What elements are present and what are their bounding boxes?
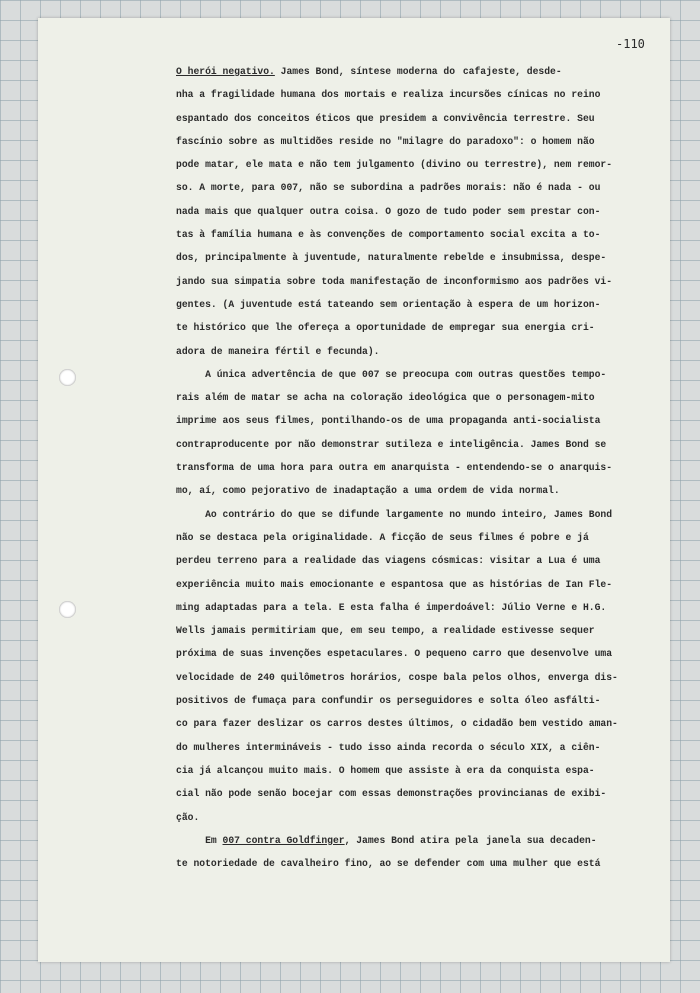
text-line: cial não pode senão bocejar com essas demonstrações provincianas de exibi- [176,788,607,800]
paragraph-3 [176,503,646,829]
text-line: experiência muito mais emocionante e espantosa que as histórias de Ian Fle- [176,578,613,590]
paragraph-4 [176,829,646,876]
text-line: perdeu terreno para a realidade das viagens cósmicas: visitar a Lua é uma [176,555,601,567]
text-line: dos, principalmente à juventude, naturalmente rebelde e insubmissa, despe- [176,252,607,264]
text-line [176,60,646,83]
punch-hole-top [59,369,76,386]
text-line: cia já alcançou muito mais. O homem que assiste à era da conquista espa- [176,764,595,776]
paragraph-1 [176,60,646,363]
text-line: tas à família humana e às convenções de comportamento social excita a to- [176,229,601,241]
text-line: não se destaca pela originalidade. A ficção de seus filmes é pobre e já [176,531,589,543]
text-line: te notoriedade de cavalheiro fino, ao se defender com uma mulher que está [176,858,601,870]
text-line: Wells jamais permitiriam que, em seu tempo, a realidade estivesse sequer [176,625,595,637]
text-line: fascínio sobre as multidões reside no "milagre do paradoxo": o homem não [176,135,595,147]
text-line: mo, aí, como pejorativo de inadaptação a uma ordem de vida normal. [176,485,560,497]
text-line: te histórico que lhe ofereça a oportunidade de empregar sua energia cri- [176,322,595,334]
text-line: A única advertência de que 007 se preocupa com outras questões tempo- [176,368,607,380]
section-heading: O herói negativo. [176,66,275,77]
text-line: do mulheres intermináveis - tudo isso ainda recorda o século XIX, a ciên- [176,741,601,753]
text-fragment: James Bond, síntese moderna do cafajeste, desde- [274,66,562,77]
text-line: velocidade de 240 quilômetros horários, cospe bala pelos olhos, enverga dis- [176,671,618,683]
text-fragment: Em [176,834,223,846]
text-line: nha a fragilidade humana dos mortais e realiza incursões cínicas no reino [176,89,601,101]
text-line: positivos de fumaça para confundir os perseguidores e solta óleo asfálti- [176,695,601,707]
text-line: transforma de uma hora para outra em anarquista - entendendo-se o anarquis- [176,462,613,474]
text-line: jando sua simpatia sobre toda manifestação de inconformismo aos padrões vi- [176,275,613,287]
text-line: nada mais que qualquer outra coisa. O gozo de tudo poder sem prestar con- [176,205,601,217]
text-line: contraproducente por não demonstrar sutileza e inteligência. James Bond se [176,438,607,450]
text-line: so. A morte, para 007, não se subordina a padrões morais: não é nada - ou [176,182,601,194]
text-line: próxima de suas invenções espetaculares. O pequeno carro que desenvolve uma [176,648,613,660]
text-line: adora de maneira fértil e fecunda). [176,345,380,357]
punch-hole-bottom [59,601,76,618]
text-line: gentes. (A juventude está tateando sem orientação à espera de um horizon- [176,298,601,310]
paragraph-2 [176,363,646,503]
text-line: Ao contrário do que se difunde largamente no mundo inteiro, James Bond [176,508,613,520]
body-text [176,60,646,875]
text-line: espantado dos conceitos éticos que presidem a convivência terrestre. Seu [176,112,595,124]
text-line: ção. [176,811,200,823]
film-title: 007 contra Goldfinger [222,834,345,846]
text-fragment: , James Bond atira pela janela sua decaden- [344,834,597,846]
text-line: co para fazer deslizar os carros destes últimos, o cidadão bem vestido aman- [176,718,618,730]
text-line: ming adaptadas para a tela. E esta falha é imperdoável: Júlio Verne e H.G. [176,601,607,613]
page-number: -110 [616,37,645,51]
text-line: pode matar, ele mata e não tem julgamento (divino ou terrestre), nem remor- [176,159,613,171]
text-line [176,829,646,852]
text-line: rais além de matar se acha na coloração ideológica que o personagem-mito [176,392,595,404]
text-line: imprime aos seus filmes, pontilhando-os de uma propaganda anti-socialista [176,415,601,427]
